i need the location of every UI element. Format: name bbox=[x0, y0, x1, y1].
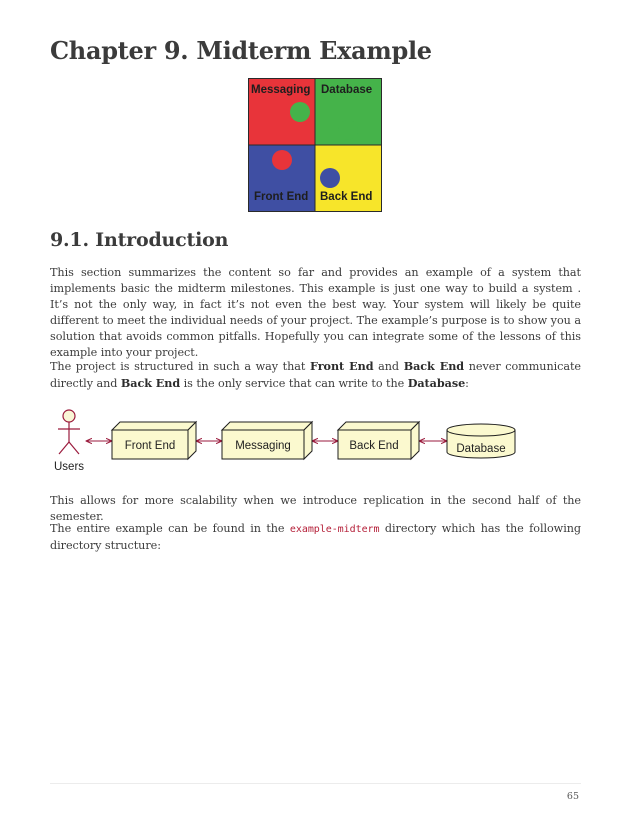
users-actor-icon bbox=[58, 410, 80, 454]
scalability-paragraph: This allows for more scalability when we introduce replication in the second half of the semester. bbox=[50, 494, 581, 524]
text-run: directory which has the following directory structure: bbox=[50, 522, 582, 553]
chapter-title: Chapter 9. Midterm Example bbox=[50, 36, 432, 65]
puzzle-label-front-end: Front End bbox=[254, 191, 309, 203]
footer-divider bbox=[50, 783, 581, 784]
text-run: and bbox=[373, 360, 404, 373]
architecture-diagram bbox=[50, 402, 581, 478]
puzzle-figure bbox=[248, 78, 382, 212]
puzzle-label-database: Database bbox=[321, 84, 373, 96]
text-run: is the only service that can write to the bbox=[180, 377, 408, 391]
component-label-front-end: Front End bbox=[124, 440, 176, 452]
text-run: never communicate directly and bbox=[50, 360, 581, 391]
text-run: The project is structured in such a way that bbox=[50, 360, 310, 373]
text-run: The entire example can be found in the bbox=[50, 522, 290, 535]
bold-back-end: Back End bbox=[120, 376, 181, 391]
puzzle-knob bbox=[272, 150, 292, 170]
component-label-messaging: Messaging bbox=[235, 440, 291, 452]
page-number: 65 bbox=[566, 791, 579, 802]
structure-paragraph bbox=[50, 358, 581, 392]
bold-back-end: Back End bbox=[403, 359, 465, 373]
document-page bbox=[50, 0, 581, 815]
section-title: 9.1. Introduction bbox=[50, 229, 229, 251]
directory-code: example-midterm bbox=[289, 524, 380, 535]
puzzle-label-messaging: Messaging bbox=[251, 84, 311, 96]
database-label: Database bbox=[456, 443, 506, 455]
puzzle-knob bbox=[290, 102, 310, 122]
component-label-back-end: Back End bbox=[349, 440, 399, 452]
puzzle-knob bbox=[338, 120, 358, 140]
text-run: : bbox=[465, 377, 469, 391]
puzzle-knob bbox=[320, 168, 340, 188]
users-label: Users bbox=[54, 461, 85, 473]
bold-database: Database bbox=[407, 376, 466, 391]
intro-paragraph: This section summarizes the content so far and provides an example of a system that implements basic the midterm milestones. This example is just one way to build a system . It’s not the only way, in fact it’s not even the best way. Your system will likely be quite different to meet the individual needs of your project. The example’s purpose is to show you a solution that avoids common pitfalls. Hopefully you can integrate some of the lessons of this example into your project. bbox=[50, 266, 581, 360]
directory-paragraph bbox=[50, 521, 581, 554]
bold-front-end: Front End bbox=[310, 359, 374, 373]
puzzle-label-back-end: Back End bbox=[320, 191, 373, 203]
